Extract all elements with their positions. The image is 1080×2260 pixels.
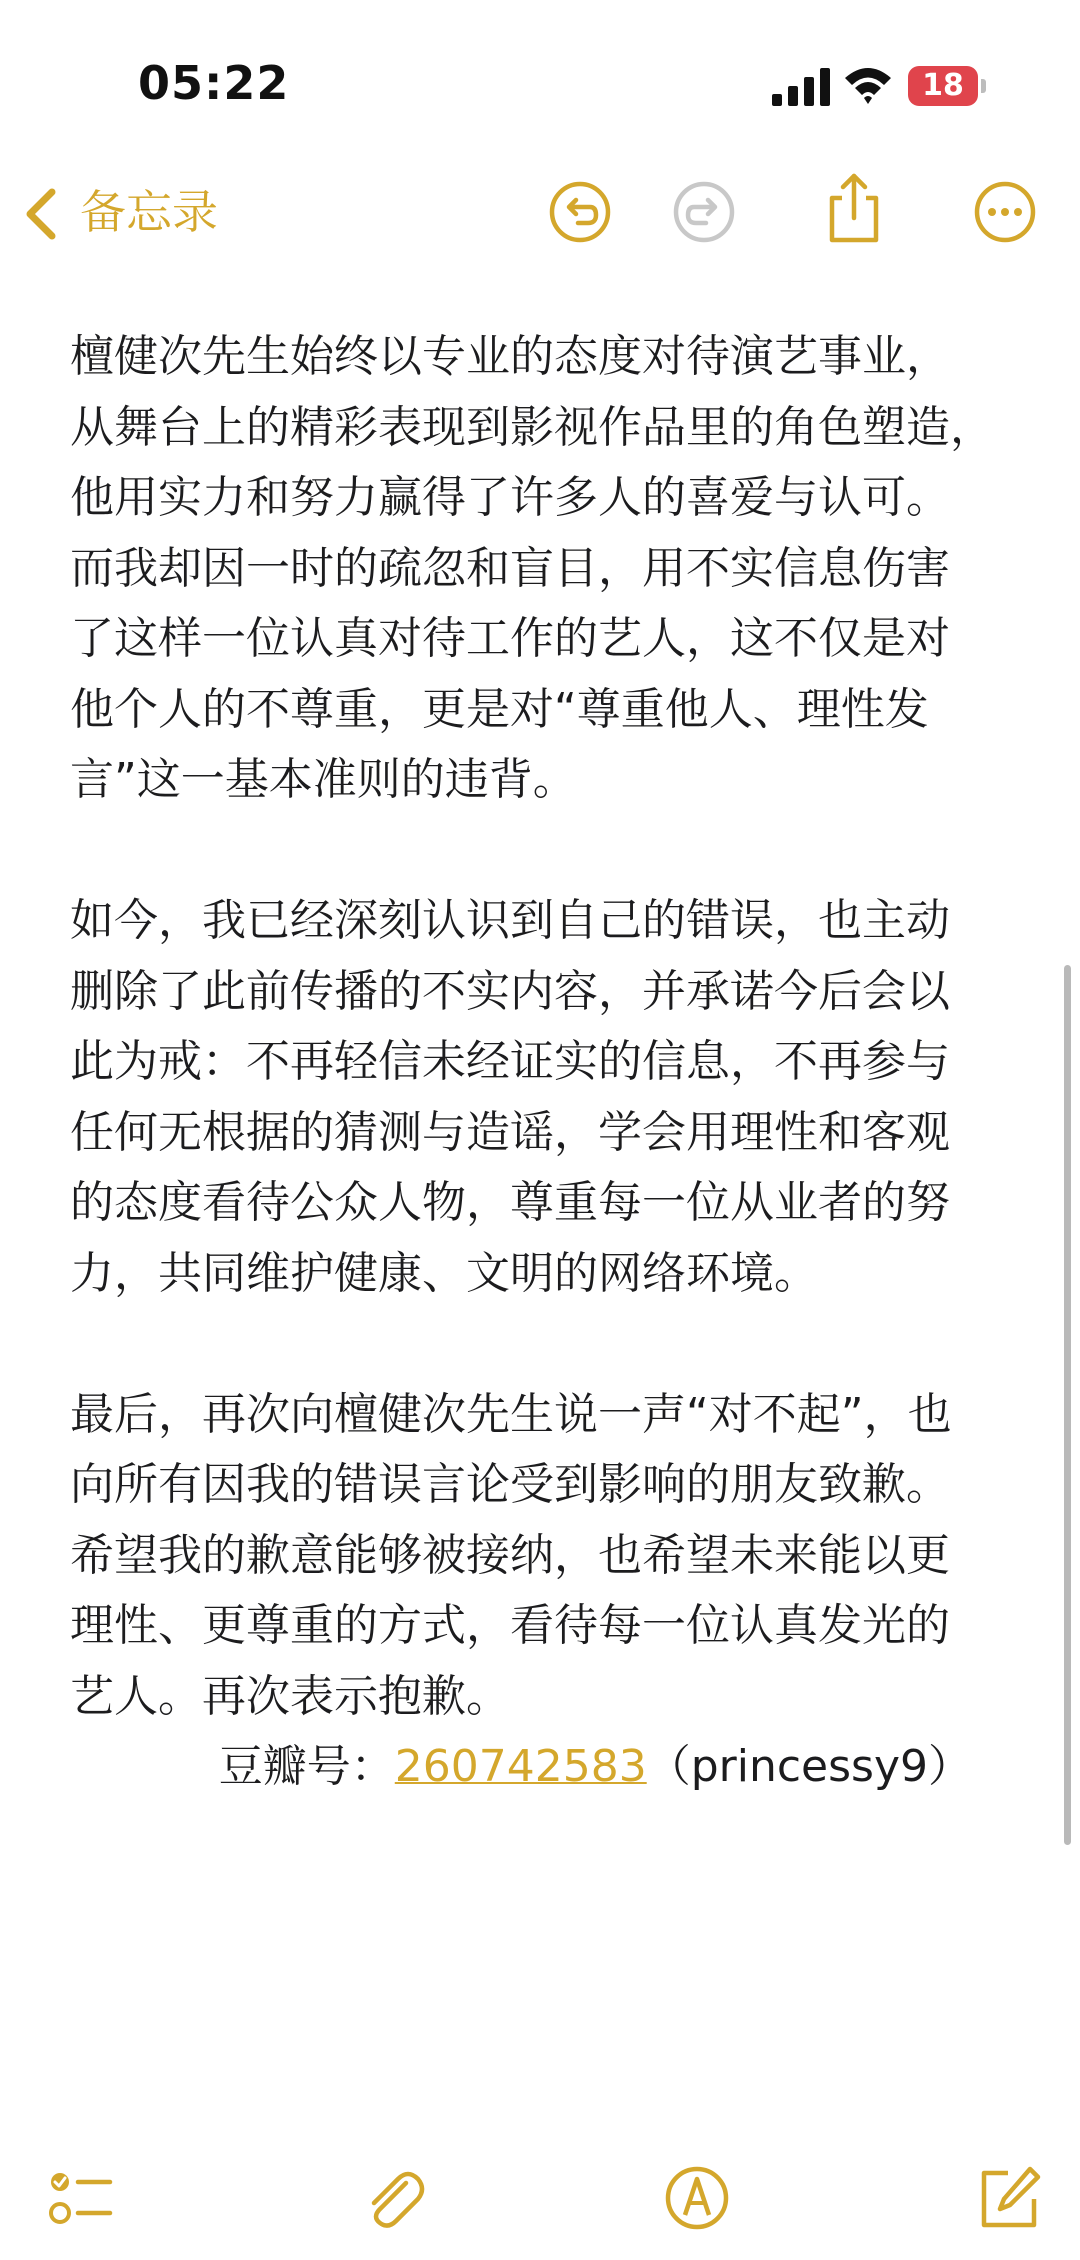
signature-username: （princessy9） bbox=[646, 1741, 972, 1792]
checklist-icon[interactable] bbox=[48, 2165, 114, 2231]
signature-prefix: 豆瓣号： bbox=[218, 1741, 395, 1792]
chevron-left-icon[interactable] bbox=[22, 186, 62, 242]
note-paragraph: 檀健次先生始终以专业的态度对待演艺事业， 从舞台上的精彩表现到影视作品里的角色塑造， 他用实力和努力赢得了许多人的喜爱与认可。 而我却因一时的疏忽和盲目，用不实信息伤害 了这样一位认真对待工作的艺人，这不仅是对 他个人的不尊重，更是对“尊重他人、理性发 言”这一基本准则的违背。 bbox=[70, 331, 994, 805]
battery-cap bbox=[981, 79, 986, 93]
note-body[interactable] bbox=[70, 322, 1030, 1803]
signature-line bbox=[70, 1732, 1030, 1803]
share-icon[interactable] bbox=[822, 172, 886, 244]
cellular-signal-icon bbox=[772, 68, 830, 106]
note-paragraph: 最后，再次向檀健次先生说一声“对不起”，也 向所有因我的错误言论受到影响的朋友致歉。 希望我的歉意能够被接纳，也希望未来能以更 理性、更尊重的方式，看待每一位认真发光的 艺人。再次表示抱歉。 bbox=[70, 1388, 952, 1722]
redo-icon[interactable] bbox=[672, 180, 736, 244]
status-bar bbox=[0, 0, 1080, 170]
status-time: 05:22 bbox=[138, 56, 290, 110]
compose-icon[interactable] bbox=[976, 2165, 1042, 2231]
scroll-indicator[interactable] bbox=[1064, 965, 1071, 1845]
wifi-icon bbox=[843, 64, 893, 106]
markup-pen-icon[interactable] bbox=[664, 2165, 730, 2231]
paperclip-icon[interactable] bbox=[360, 2165, 426, 2231]
more-icon[interactable] bbox=[973, 180, 1037, 244]
undo-icon[interactable] bbox=[548, 180, 612, 244]
bottom-toolbar bbox=[0, 2150, 1080, 2260]
douban-id-link[interactable]: 260742583 bbox=[394, 1741, 647, 1792]
note-paragraph: 如今，我已经深刻认识到自己的错误，也主动 删除了此前传播的不实内容，并承诺今后会以 此为戒：不再轻信未经证实的信息，不再参与 任何无根据的猜测与造谣，学会用理性和客观 的态度看待公众人物，尊重每一位从业者的努 力，共同维护健康、文明的网络环境。 bbox=[70, 895, 950, 1299]
back-button[interactable]: 备忘录 bbox=[80, 185, 218, 239]
battery-indicator: 18 bbox=[908, 66, 978, 106]
